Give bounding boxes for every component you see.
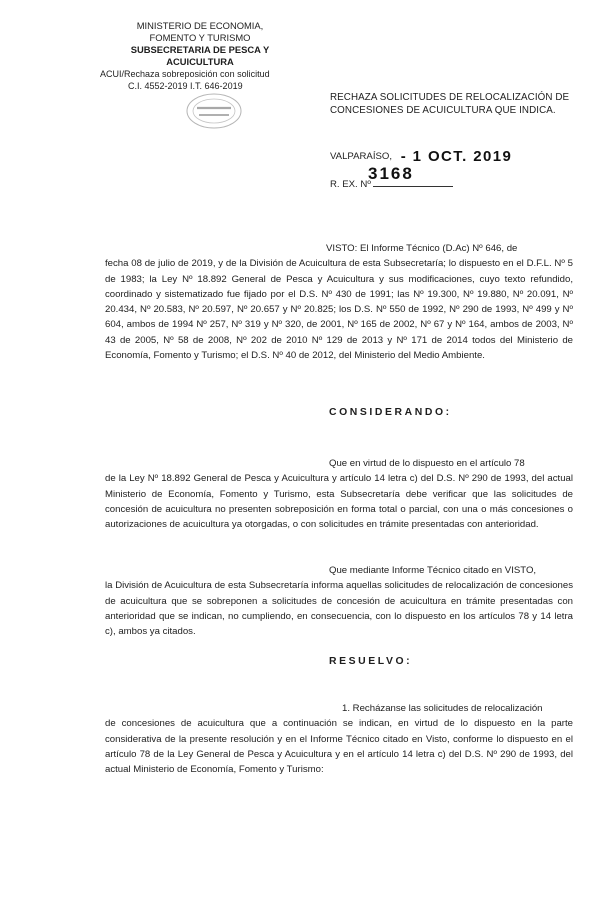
resuelvo-p1-body: de concesiones de acuicultura que a continuación se indican, en virtud de lo dispuesto en la parte considerativa de la presente resolución y en el Informe Técnico citado en Visto, conforme lo dispuesto en el artículo 78 de la Ley General de Pesca y Acuicultura y en el artículo 14 letra c) del D.S. Nº 290 de 1993, del actual Ministerio de Economía, Fomento y Turismo: [105, 718, 573, 776]
resuelvo-paragraph-1 [105, 701, 573, 777]
visto-body: fecha 08 de julio de 2019, y de la División de Acuicultura de esta Subsecretaría; lo dispuesto en el D.F.L. Nº 5 de 1983; la Ley Nº 18.892 General de Pesca y Acuicultura y sus modificaciones, cuyo texto refundido, coordinado y sistematizado fue fijado por el D.S. Nº 430 de 1991; las Nº 19.300, Nº 19.880, Nº 20.091, Nº 20.434, Nº 20.583, Nº 20.597, Nº 20.657 y Nº 20.825; los D.S. Nº 550 de 1992, Nº 290 de 1993, Nº 499 y Nº 604, ambos de 1994 Nº 257, Nº 319 y Nº 320, de 2001, Nº 165 de 2002, Nº 67 y Nº 164, ambos de 2003, Nº 43 de 2005, Nº 58 de 2008, Nº 202 de 2010 Nº 129 de 2013 y Nº 171 de 2014 todos del Ministerio de Economía, Fomento y Turismo; el D.S. Nº 40 de 2012, del Ministerio del Medio Ambiente. [105, 258, 573, 362]
reference-line-2: C.I. 4552-2019 I.T. 646-2019 [128, 81, 243, 91]
resuelvo-heading: RESUELVO: [329, 656, 413, 667]
considerando-p1-body: de la Ley Nº 18.892 General de Pesca y Acuicultura y artículo 14 letra c) del D.S. Nº 290 de 1993, del actual Ministerio de Economía, Fomento y Turismo, esta Subsecretaría debe verificar que las solicitudes de concesión de acuicultura no presenten sobreposición en forma total o parcial, con una o más concesiones o autorizaciones de acuicultura ya otorgadas, o con solicitudes en trámite presentadas con anterioridad. [105, 473, 573, 531]
ministry-line-1: MINISTERIO DE ECONOMIA, [136, 20, 264, 31]
considerando-heading: CONSIDERANDO: [329, 407, 452, 418]
considerando-p1-first-line: Que en virtud de lo dispuesto en el artículo 78 [329, 458, 525, 469]
date-line [330, 148, 512, 165]
letterhead [100, 20, 300, 92]
visto-paragraph [105, 241, 573, 363]
resolution-title: RECHAZA SOLICITUDES DE RELOCALIZACIÓN DE CONCESIONES DE ACUICULTURA QUE INDICA. [330, 92, 570, 116]
considerando-paragraph-2 [105, 563, 573, 639]
ministry-line-2: FOMENTO Y TURISMO [149, 32, 251, 43]
considerando-paragraph-1 [105, 456, 573, 532]
stamp-mark-icon [185, 92, 243, 130]
resuelvo-p1-first-line: 1. Recházanse las solicitudes de relocalización [342, 703, 543, 714]
considerando-p2-first-line: Que mediante Informe Técnico citado en VISTO, [329, 565, 537, 576]
date-value: - 1 OCT. 2019 [400, 148, 513, 165]
subsecretaria-name: SUBSECRETARIA DE PESCA Y ACUICULTURA [130, 44, 270, 67]
date-label: VALPARAÍSO, [330, 151, 393, 162]
considerando-p2-body: la División de Acuicultura de esta Subsecretaría informa aquellas solicitudes de relocalización de concesiones de acuicultura que se sobreponen a solicitudes de concesión de acuicultura en trámite presentadas con anterioridad que se indican, no cumpliendo, en consecuencia, con lo dispuesto en los artículos 78 y 14 letra c), ambos ya citados. [105, 580, 573, 638]
resolution-number: 3168 [368, 164, 414, 183]
visto-first-line: VISTO: El Informe Técnico (D.Ac) Nº 646, de [326, 243, 518, 254]
office-stamp [185, 92, 243, 130]
reference-line-1: ACUI/Rechaza sobreposición con solicitud [100, 69, 270, 79]
resolution-number-label: R. EX. Nº [330, 179, 371, 190]
resolution-number-line [330, 164, 453, 190]
